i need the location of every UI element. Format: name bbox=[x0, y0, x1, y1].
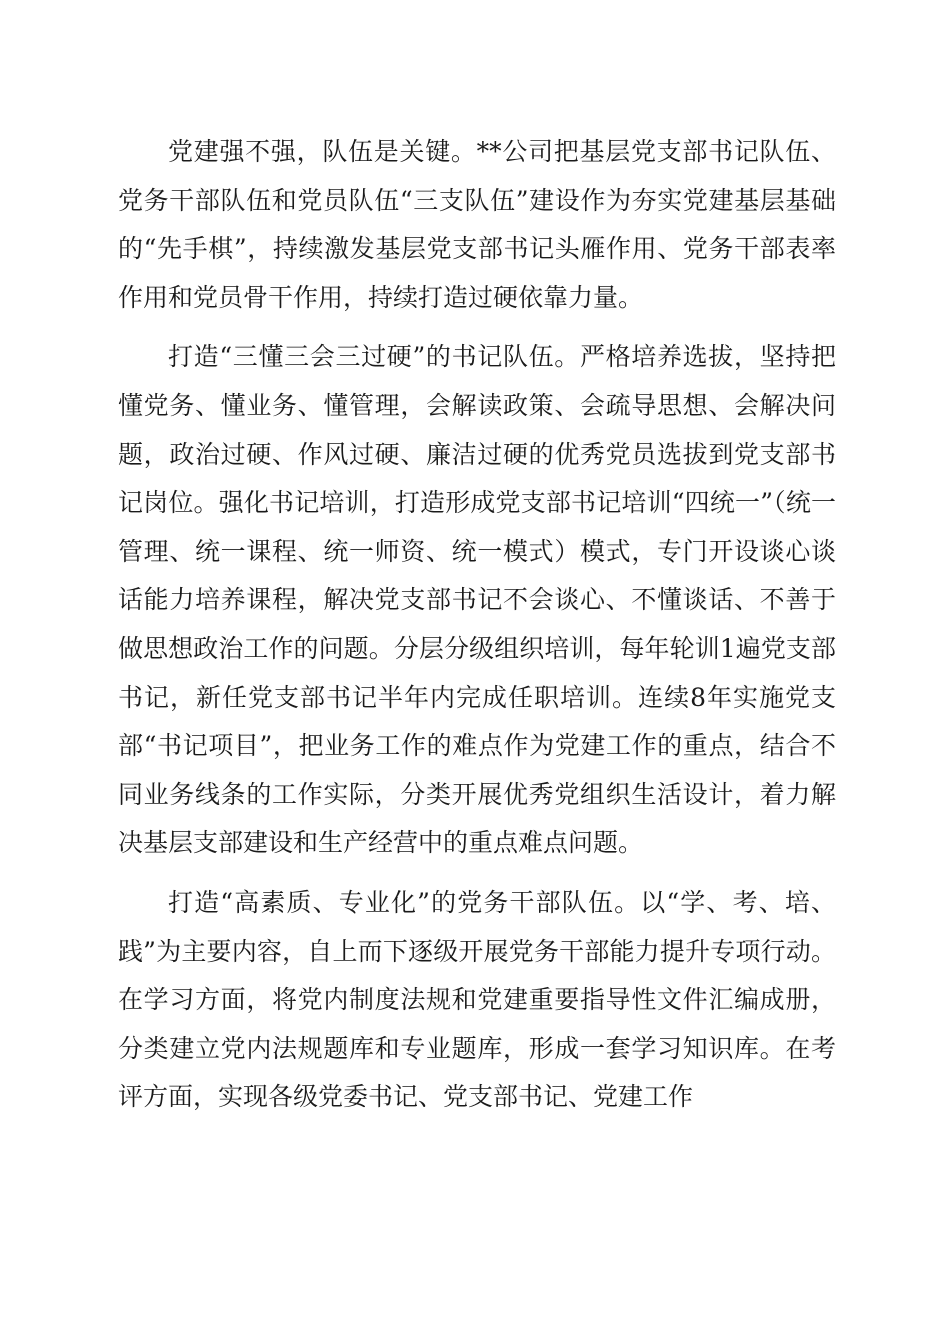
paragraph-secretary-team: 打造“三懂三会三过硬”的书记队伍。严格培养选拔，坚持把懂党务、懂业务、懂管理，会解读政策、会疏导思想、会解决问题，政治过硬、作风过硬、廉洁过硬的优秀党员选拔到党支部书记岗位。强化书记培训，打造形成党支部书记培训“四统一”（统一管理、统一课程、统一师资、统一模式）模式，专门开设谈心谈话能力培养课程，解决党支部书记不会谈心、不懂谈话、不善于做思想政治工作的问题。分层分级组织培训，每年轮训1遍党支部书记，新任党支部书记半年内完成任职培训。连续8年实施党支部“书记项目”，把业务工作的难点作为党建工作的重点，结合不同业务线条的工作实际，分类开展优秀党组织生活设计，着力解决基层支部建设和生产经营中的重点难点问题。 bbox=[118, 342, 836, 858]
document-body bbox=[118, 128, 836, 1122]
paragraph-party-affairs-team: 打造“高素质、专业化”的党务干部队伍。以“学、考、培、践”为主要内容，自上而下逐级开展党务干部能力提升专项行动。在学习方面，将党内制度法规和党建重要指导性文件汇编成册，分类建立党内法规题库和专业题库，形成一套学习知识库。在考评方面，实现各级党委书记、党支部书记、党建工作 bbox=[118, 887, 836, 1112]
paragraph-intro: 党建强不强，队伍是关键。**公司把基层党支部书记队伍、党务干部队伍和党员队伍“三支队伍”建设作为夯实党建基层基础的“先手棋”，持续激发基层党支部书记头雁作用、党务干部表率作用和党员骨干作用，持续打造过硬依靠力量。 bbox=[118, 137, 836, 312]
